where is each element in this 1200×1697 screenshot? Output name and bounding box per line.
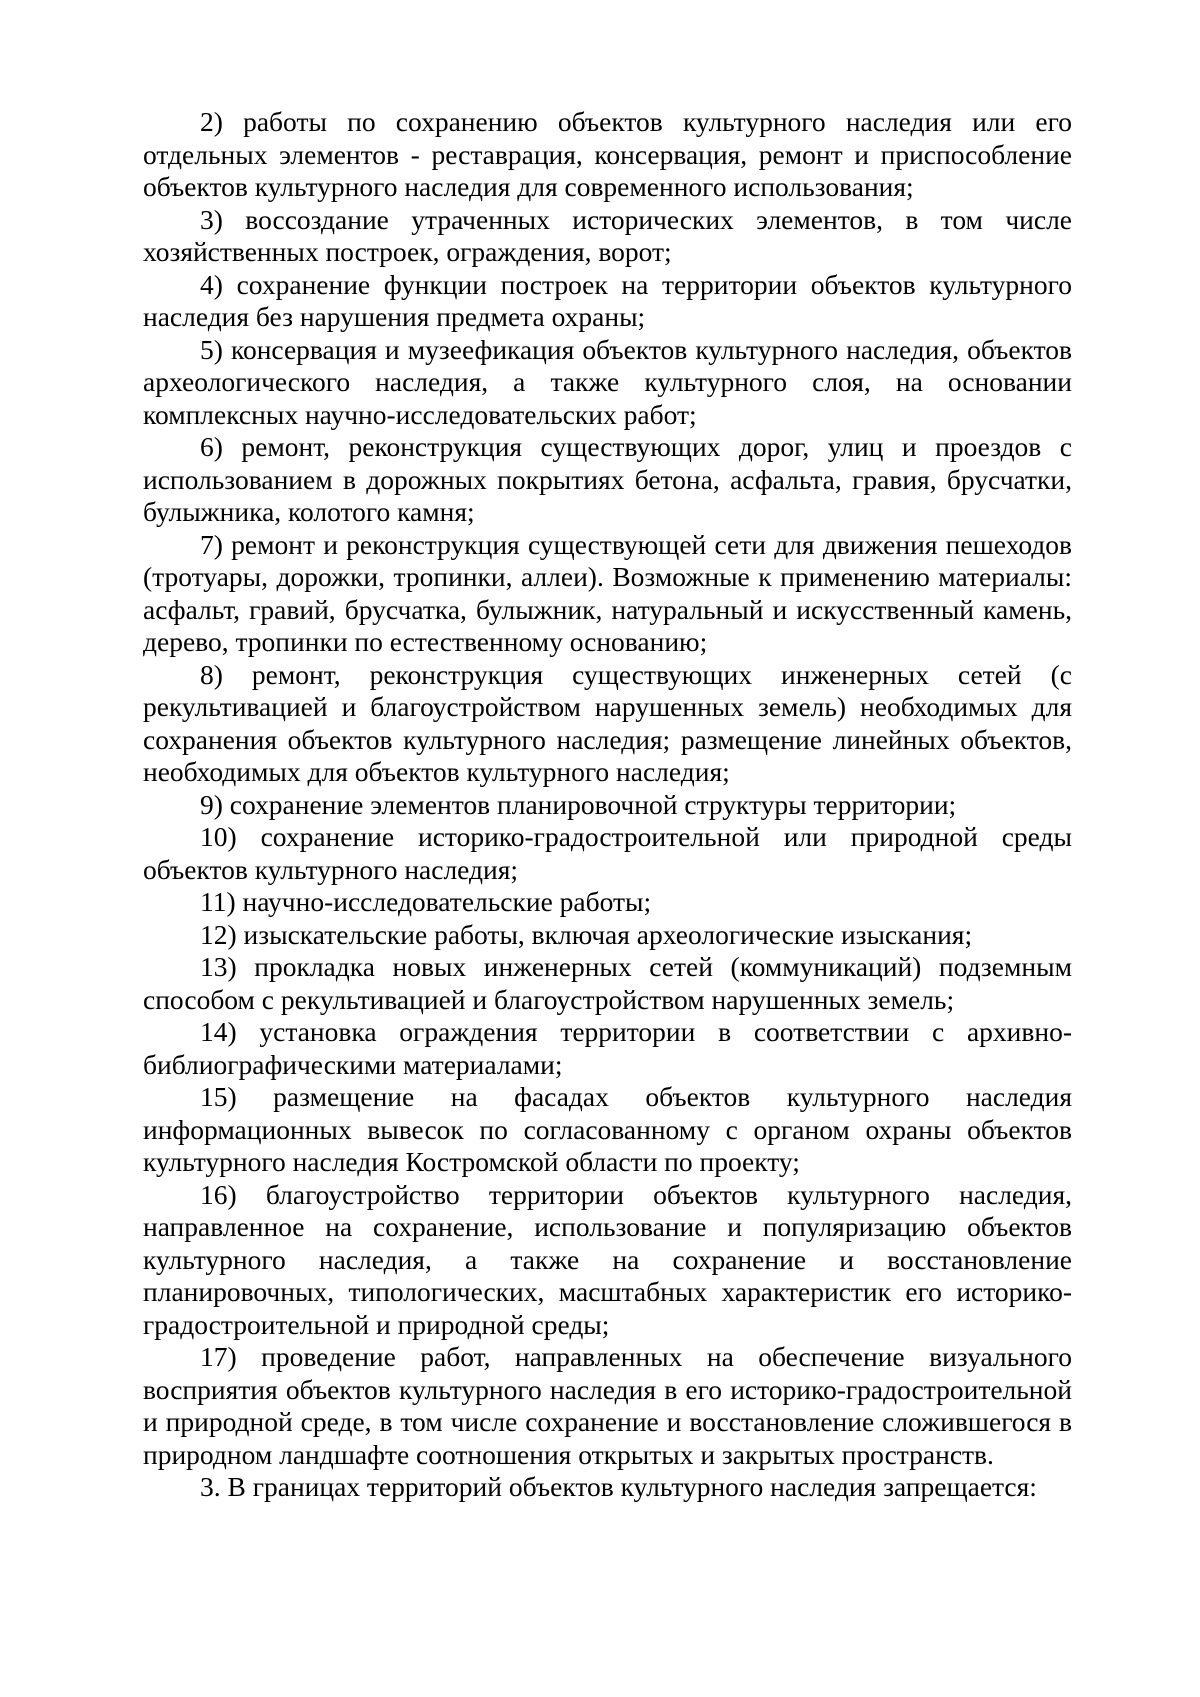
list-item-14: 14) установка ограждения территории в соответствии с архивно-библиографическими материалами; (143, 1016, 1072, 1080)
list-item-15: 15) размещение на фасадах объектов культурного наследия информационных вывесок по согласованному с органом охраны объектов культурного наследия Костромской области по проекту; (143, 1081, 1072, 1177)
section-3-heading: 3. В границах территорий объектов культурного наследия запрещается: (200, 1471, 1037, 1502)
list-item-10: 10) сохранение историко-градостроительной или природной среды объектов культурного наследия; (143, 821, 1072, 885)
list-item-7: 7) ремонт и реконструкция существующей сети для движения пешеходов (тротуары, дорожки, тропинки, аллеи). Возможные к применению материалы: асфальт, гравий, брусчатка, булыжник, натуральный и искусственный камень, дерево, тропинки по естественному основанию; (143, 528, 1072, 657)
list-item-13: 13) прокладка новых инженерных сетей (коммуникаций) подземным способом с рекультивацией и благоустройством нарушенных земель; (143, 951, 1072, 1015)
list-item-6: 6) ремонт, реконструкция существующих дорог, улиц и проездов с использованием в дорожных покрытиях бетона, асфальта, гравия, брусчатки, булыжника, колотого камня; (143, 431, 1072, 527)
list-item-16: 16) благоустройство территории объектов культурного наследия, направленное на сохранение, использование и популяризацию объектов культурного наследия, а также на сохранение и восстановление планировочных, типологических, масштабных характеристик его историко-градостроительной и природной среды; (143, 1178, 1072, 1340)
document-page (143, 106, 1072, 1504)
list-item-12: 12) изыскательские работы, включая археологические изыскания; (200, 918, 973, 950)
list-item-17: 17) проведение работ, направленных на обеспечение визуального восприятия объектов культурного наследия в его историко-градостроительной и природной среде, в том числе сохранение и восстановление сложившегося в природном ландшафте соотношения открытых и закрытых пространств. (143, 1341, 1072, 1470)
list-item-3: 3) воссоздание утраченных исторических элементов, в том числе хозяйственных построек, ограждения, ворот; (143, 203, 1072, 267)
list-item-2: 2) работы по сохранению объектов культурного наследия или его отдельных элементов - реставрация, консервация, ремонт и приспособление объектов культурного наследия для современного использования; (143, 106, 1072, 202)
list-item-4: 4) сохранение функции построек на территории объектов культурного наследия без нарушения предмета охраны; (143, 268, 1072, 332)
list-item-11: 11) научно-исследовательские работы; (200, 886, 652, 917)
list-item-9: 9) сохранение элементов планировочной структуры территории; (200, 788, 957, 820)
list-item-8: 8) ремонт, реконструкция существующих инженерных сетей (с рекультивацией и благоустройством нарушенных земель) необходимых для сохранения объектов культурного наследия; размещение линейных объектов, необходимых для объектов культурного наследия; (143, 658, 1072, 787)
list-item-5: 5) консервация и музеефикация объектов культурного наследия, объектов археологического наследия, а также культурного слоя, на основании комплексных научно-исследовательских работ; (143, 333, 1072, 430)
